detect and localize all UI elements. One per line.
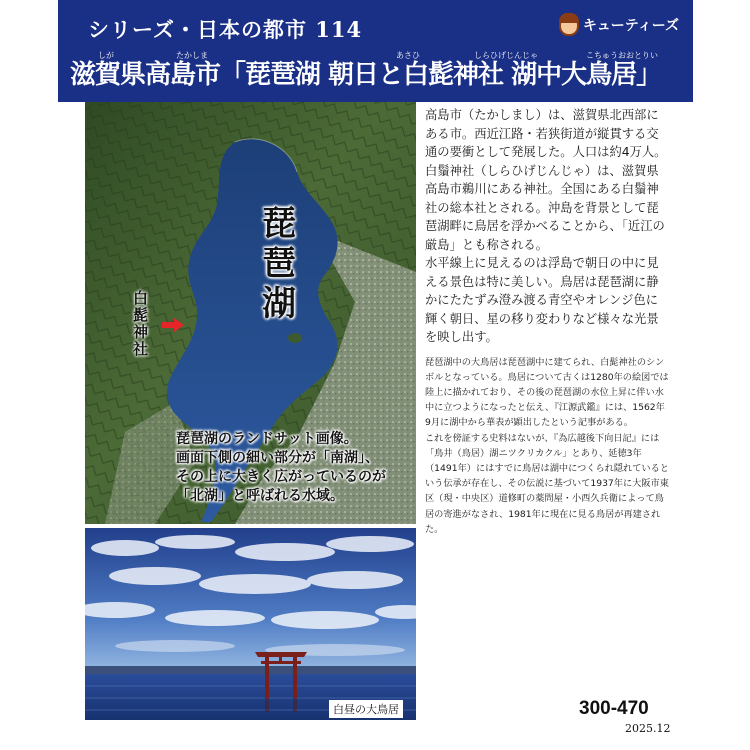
- brand-logo-icon: [559, 14, 579, 36]
- ruby-takashima: たかしま: [176, 51, 208, 60]
- caption-line: 画面下側の細い部分が「南湖」、: [176, 450, 379, 466]
- product-code: 300-470: [579, 698, 649, 719]
- issue-date: 2025.12: [625, 722, 671, 735]
- ruby-asahi: あさひ: [396, 51, 420, 60]
- description-column: [425, 106, 670, 537]
- map-caption: [176, 430, 411, 506]
- ruby-kochu: こちゅうおおとりい: [586, 51, 658, 60]
- paragraph-takashima: 高島市（たかしまし）は、滋賀県北西部にある市。西近江路・若狭街道が縦貫する交通の要衝として発展した。人口は約4万人。: [425, 108, 667, 159]
- shirahige-shrine-label: 白髭神社: [133, 289, 149, 358]
- caption-line: 琵琶湖のランドサット画像。: [176, 431, 358, 447]
- page-title: 滋賀県高島市「琵琶湖 朝日と白髭神社 湖中大鳥居」: [70, 60, 662, 90]
- brand: [559, 14, 679, 36]
- photo-caption: 白昼の大鳥居: [329, 700, 403, 718]
- series-label: シリーズ・日本の都市 114: [88, 17, 363, 42]
- torii-lake-scene: [85, 528, 416, 720]
- paragraph-torii-history: 琵琶湖中の大鳥居は琵琶湖中に建てられ、白髭神社のシンボルとなっている。鳥居について古くは1280年の絵図では陸上に描かれており、その後の琵琶湖の水位上昇に伴い水中に立つようになったと伝え、『江源武鑑』には、1562年9月に湖中から華表が顕出したという記事がある。: [425, 356, 669, 429]
- lake-biwa-label: 琵琶湖: [262, 204, 296, 324]
- paragraph-shirahige: 白鬚神社（しらひげじんじゃ）は、滋賀県高島市鵜川にある神社。全国にある白鬚神社の総本社とされる。沖島を背景として琵琶湖畔に鳥居を浮かべることから、「近江の厳島」とも称される。: [425, 163, 665, 252]
- ruby-shiga: しが: [98, 51, 114, 60]
- caption-line: その上に大きく広がっているのが: [176, 469, 386, 485]
- torii-photo: [85, 528, 416, 720]
- red-arrow-icon: [162, 318, 184, 332]
- paragraph-torii-legend: これを傍証する史料はないが、『為広越後下向日記』には「鳥井（鳥居）湖ニツクリカクル」とあり、延徳3年（1491年）にはすでに鳥居は湖中につくられ隠れているという伝承が存在し、その伝説に基づいて1937年に大阪市東区（現・中央区）道修町の薬問屋・小西久兵衛によって鳥居の寄進がなされ、1981年に現在に見る鳥居が再建された。: [425, 432, 669, 535]
- ruby-shirahige: しらひげじんじゃ: [474, 51, 538, 60]
- paragraph-scenery: 水平線上に見えるのは浮島で朝日の中に見える景色は特に美しい。鳥居は琵琶湖に静かにたたずみ澄み渡る青空やオレンジ色に輝く朝日、星の移り変わりなど様々な光景を映し出す。: [425, 256, 659, 344]
- header-banner: [58, 0, 693, 102]
- brand-name: キューティーズ: [582, 17, 679, 33]
- caption-line: 「北湖」と呼ばれる水域。: [176, 488, 344, 504]
